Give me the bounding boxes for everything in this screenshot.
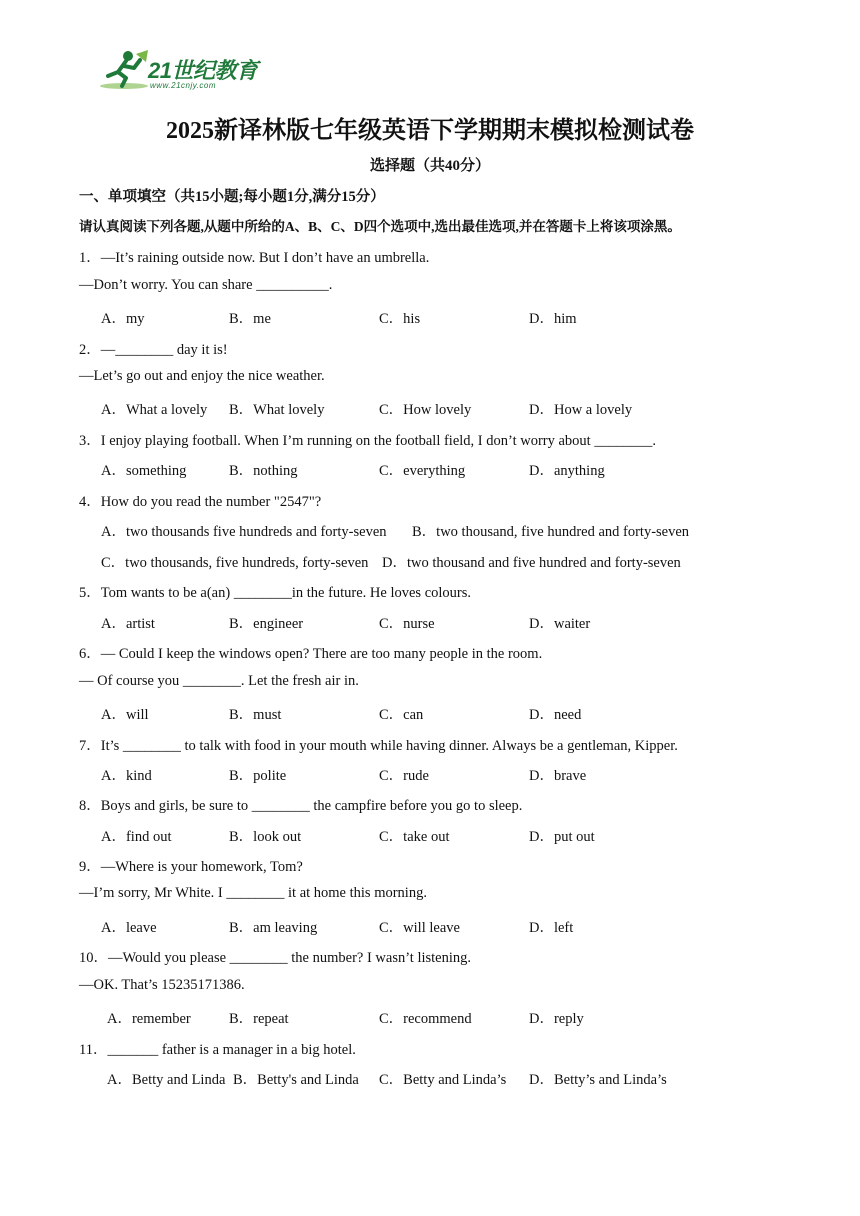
option-b: B．me [229,311,271,327]
option-b: B．Betty's and Linda [233,1072,359,1088]
option-a: A．Betty and Linda [107,1072,226,1088]
option-c: C．nurse [379,616,435,632]
page-title: 2025新译林版七年级英语下学期期末模拟检测试卷 [166,118,694,144]
logo-url-text: www.21cnjy.com [150,81,216,90]
question-stem: —I’m sorry, Mr White. I ________ it at home this morning. [79,885,427,901]
section-subtitle: 选择题（共40分） [369,158,490,174]
option-c: C．can [379,707,424,723]
option-a: A．leave [101,920,157,936]
option-d: D．left [529,920,574,936]
question-stem: 11．_______ father is a manager in a big hotel. [79,1042,356,1058]
question-stem: 6．— Could I keep the windows open? There are too many people in the room. [79,646,543,662]
option-d: D．him [529,311,577,327]
option-c: C．two thousands, five hundreds, forty-seven [101,555,369,571]
option-d: D．reply [529,1011,584,1027]
option-c: C．everything [379,463,466,479]
option-a: A．two thousands five hundreds and forty-seven [101,524,387,540]
option-b: B．repeat [229,1011,289,1027]
section-instruction: 请认真阅读下列各题,从题中所给的A、B、C、D四个选项中,选出最佳选项,并在答题卡上将该项涂黑。 [79,219,681,234]
option-a: A．What a lovely [101,402,208,418]
question-stem: 7．It’s ________ to talk with food in your mouth while having dinner. Always be a gentleman, Kipper. [79,738,678,754]
option-c: C．recommend [379,1011,472,1027]
question-stem: 1．—It’s raining outside now. But I don’t have an umbrella. [79,250,430,266]
option-d: D．anything [529,463,605,479]
option-d: D．brave [529,768,587,784]
option-c: C．his [379,311,421,327]
option-c: C．How lovely [379,402,472,418]
option-b: B．look out [229,829,302,845]
option-d: D．How a lovely [529,402,633,418]
question-stem: —OK. That’s 15235171386. [79,977,245,993]
option-c: C．will leave [379,920,460,936]
option-a: A．my [101,311,145,327]
option-a: A．remember [107,1011,191,1027]
question-stem: 3．I enjoy playing football. When I’m running on the football field, I don’t worry about ________. [79,433,656,449]
question-stem: 2．—________ day it is! [79,342,228,358]
option-d: D．waiter [529,616,591,632]
option-c: C．Betty and Linda’s [379,1072,507,1088]
option-a: A．find out [101,829,172,845]
option-d: D．need [529,707,582,723]
question-stem: —Let’s go out and enjoy the nice weather. [79,368,325,384]
question-stem: —Don’t worry. You can share __________. [79,277,333,293]
question-stem: 4．How do you read the number "2547"? [79,494,322,510]
option-c: C．take out [379,829,450,845]
question-stem: 5．Tom wants to be a(an) ________in the future. He loves colours. [79,585,472,601]
section-heading: 一、单项填空（共15小题;每小题1分,满分15分） [79,189,385,205]
option-b: B．What lovely [229,402,325,418]
question-stem: 10．—Would you please ________ the number? I wasn’t listening. [79,950,472,966]
option-d: D．put out [529,829,595,845]
option-a: A．something [101,463,187,479]
option-b: B．am leaving [229,920,318,936]
logo-brand-text: 21世纪教育 [148,58,258,83]
option-b: B．engineer [229,616,304,632]
option-a: A．will [101,707,149,723]
question-stem: — Of course you ________. Let the fresh air in. [79,673,359,689]
option-b: B．polite [229,768,287,784]
option-c: C．rude [379,768,429,784]
option-b: B．must [229,707,282,723]
option-d: D．two thousand and five hundred and forty-seven [382,555,681,571]
question-stem: 9．—Where is your homework, Tom? [79,859,303,875]
option-a: A．artist [101,616,155,632]
option-b: B．nothing [229,463,298,479]
option-b: B．two thousand, five hundred and forty-seven [412,524,690,540]
question-stem: 8．Boys and girls, be sure to ________ the campfire before you go to sleep. [79,798,523,814]
option-a: A．kind [101,768,152,784]
option-d: D．Betty’s and Linda’s [529,1072,667,1088]
